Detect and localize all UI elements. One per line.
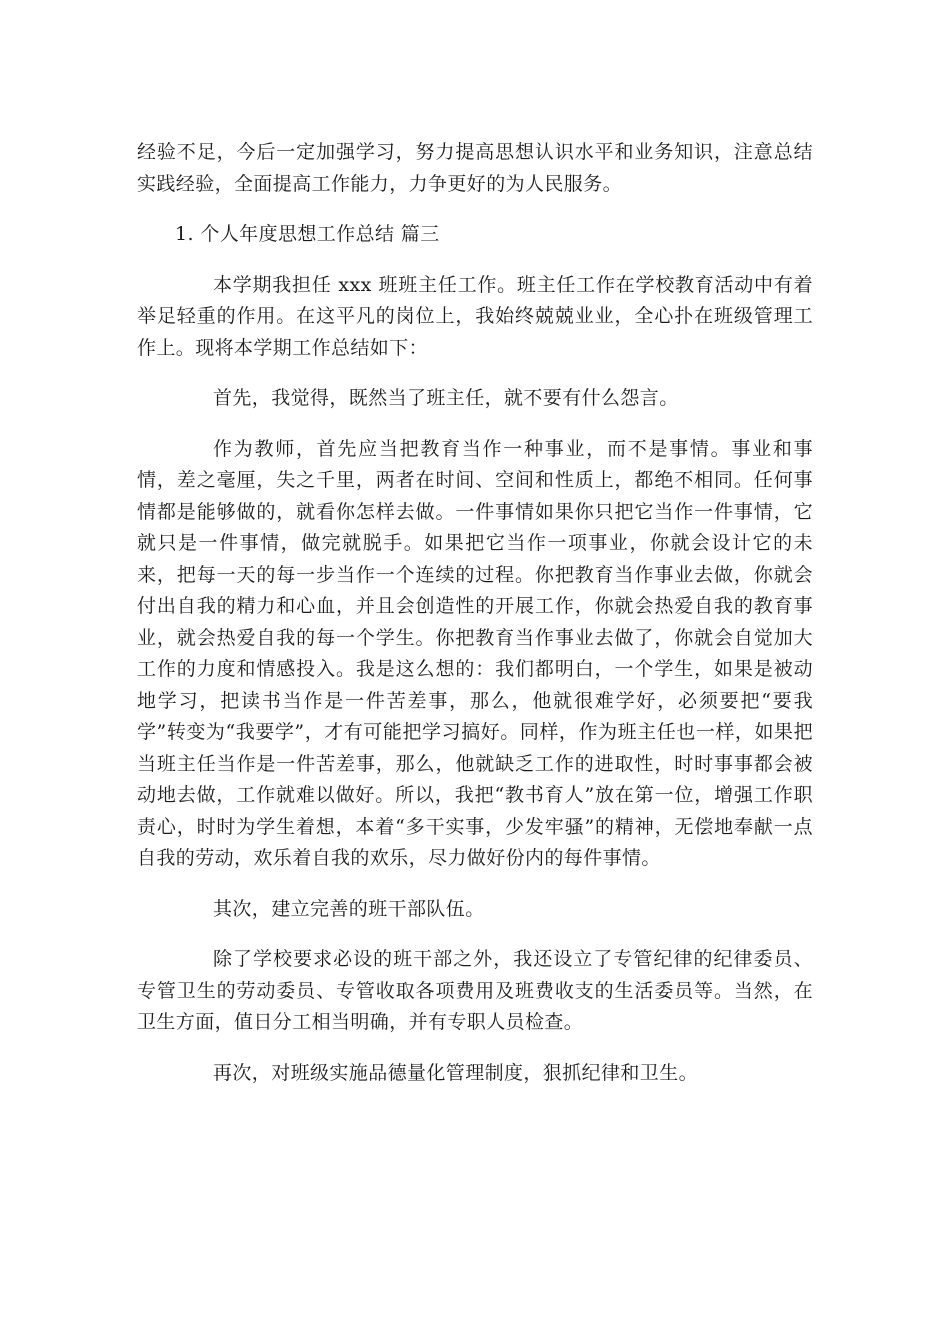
paragraph-class-committee: 除了学校要求必设的班干部之外，我还设立了专管纪律的纪律委员、专管卫生的劳动委员、专管收取各项费用及班费收支的生活委员等。当然，在卫生方面，值日分工相当明确，并有专职人员检查。	[137, 948, 813, 1033]
section-heading: 1. 个人年度思想工作总结 篇三	[175, 223, 440, 245]
paragraph-continuation: 经验不足，今后一定加强学习，努力提高思想认识水平和业务知识，注意总结实践经验，全面提高工作能力，力争更好的为人民服务。	[137, 141, 813, 195]
paragraph-first-point: 首先，我觉得，既然当了班主任，就不要有什么怨言。	[213, 387, 679, 409]
paragraph-intro: 本学期我担任 xxx 班班主任工作。班主任工作在学校教育活动中有着举足轻重的作用。在这平凡的岗位上，我始终兢兢业业，全心扑在班级管理工作上。现将本学期工作总结如下：	[137, 273, 813, 359]
document-page	[137, 137, 813, 1089]
paragraph-third-point: 再次，对班级实施品德量化管理制度，狠抓纪律和卫生。	[213, 1061, 699, 1084]
paragraph-teacher-career: 作为教师，首先应当把教育当作一种事业，而不是事情。事业和事情，差之毫厘，失之千里，两者在时间、空间和性质上，都绝不相同。任何事情都是能够做的，就看你怎样去做。一件事情如果你只把它当作一件事情，它就只是一件事情，做完就脱手。如果把它当作一项事业，你就会设计它的未来，把每一天的每一步当作一个连续的过程。你把教育当作事业去做，你就会付出自我的精力和心血，并且会创造性的开展工作，你就会热爱自我的教育事业，就会热爱自我的每一个学生。你把教育当作事业去做了，你就会自觉加大工作的力度和情感投入。我是这么想的：我们都明白，一个学生，如果是被动地学习，把读书当作是一件苦差事，那么，他就很难学好，必须要把“要我学”转变为“我要学”，才有可能把学习搞好。同样，作为班主任也一样，如果把当班主任当作是一件苦差事，那么，他就缺乏工作的进取性，时时事事都会被动地去做，工作就难以做好。所以，我把“教书育人”放在第一位，增强工作职责心，时时为学生着想，本着“多干实事，少发牢骚”的精神，无偿地奉献一点自我的劳动，欢乐着自我的欢乐，尽力做好份内的每件事情。	[137, 437, 813, 869]
paragraph-second-point: 其次，建立完善的班干部队伍。	[213, 897, 485, 920]
